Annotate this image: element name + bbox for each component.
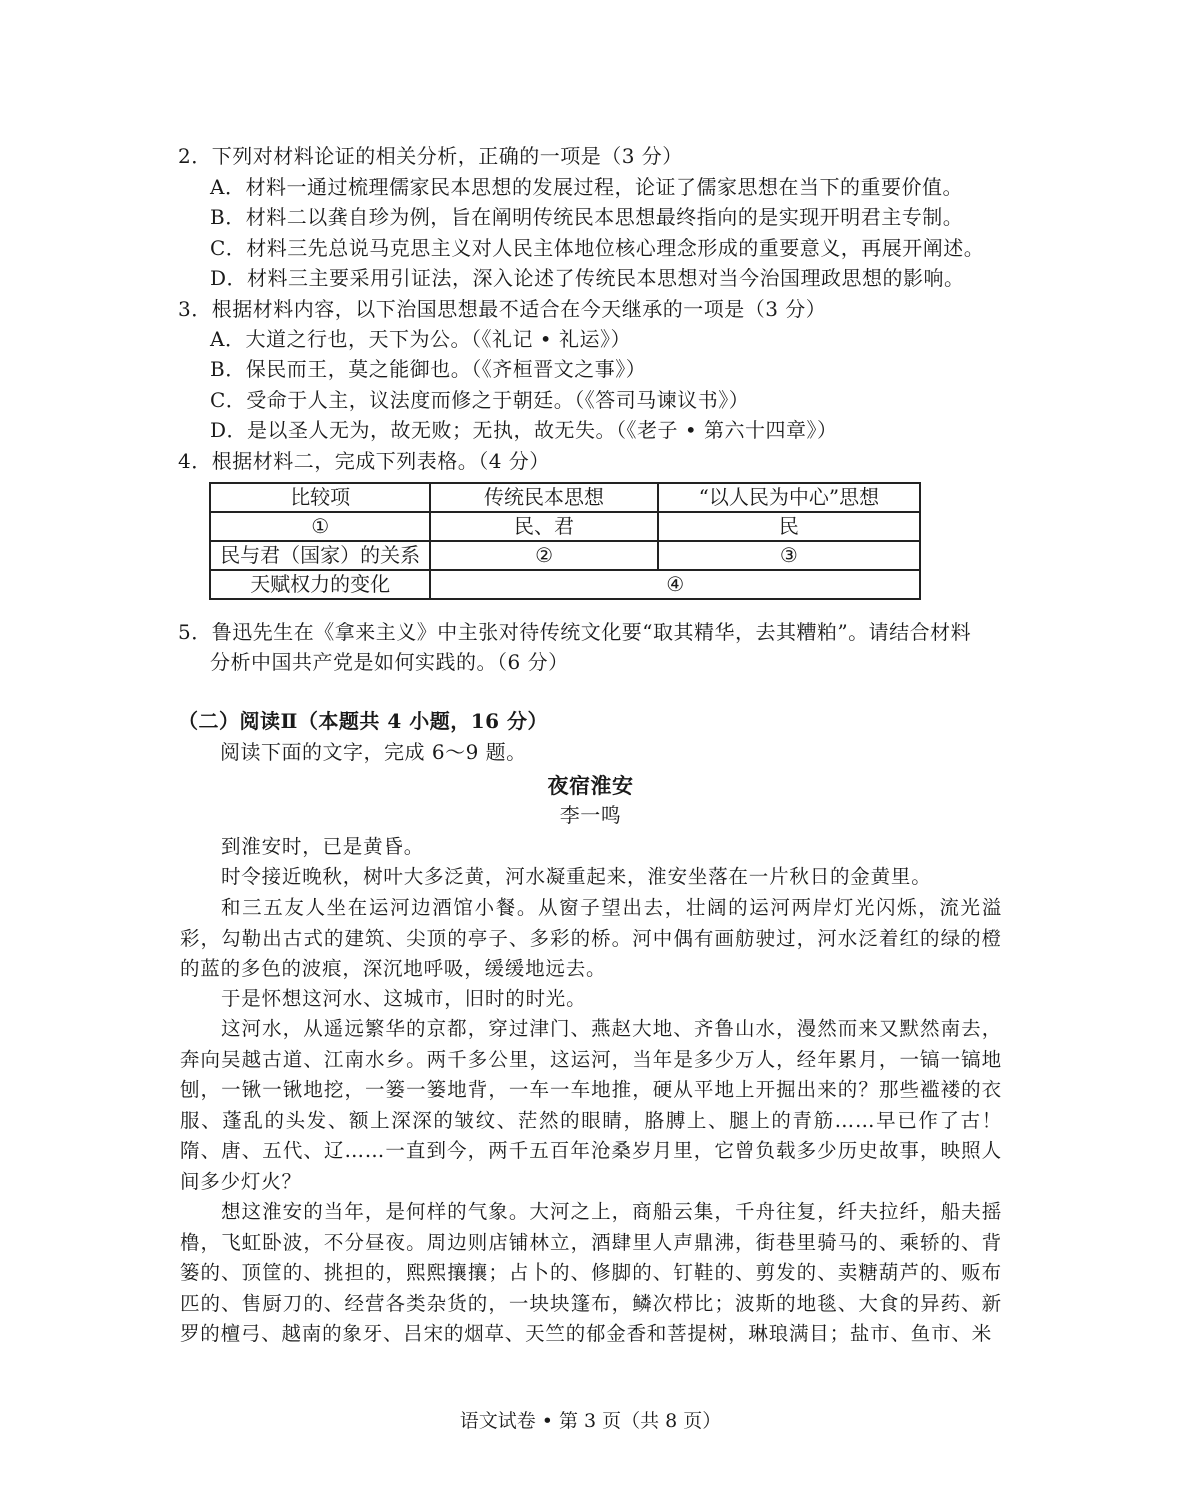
table-cell: 天赋权力的变化: [210, 570, 430, 599]
table-cell: ③: [658, 541, 920, 570]
question-2-option-c: C．材料三先总说马克思主义对人民主体地位核心理念形成的重要意义，再展开阐述。: [210, 236, 985, 260]
comparison-table: [209, 482, 921, 600]
question-5-line-1: 5．鲁迅先生在《拿来主义》中主张对待传统文化要“取其精华，去其糟粕”。请结合材料: [178, 620, 972, 644]
article-paragraph: 于是怀想这河水、这城市，旧时的时光。: [221, 987, 587, 1010]
question-2-option-a: A．材料一通过梳理儒家民本思想的发展过程，论证了儒家思想在当下的重要价值。: [210, 175, 963, 199]
question-5-line-2: 分析中国共产党是如何实践的。（6 分）: [210, 650, 569, 674]
article-paragraph: 到淮安时，已是黄昏。: [221, 835, 425, 858]
table-row: [210, 570, 920, 599]
table-cell: ②: [430, 541, 657, 570]
section-heading: （二）阅读Ⅱ（本题共 4 小题，16 分）: [178, 709, 548, 733]
question-3-option-b: B．保民而王，莫之能御也。（《齐桓晋文之事》）: [210, 357, 647, 381]
question-3-option-c: C．受命于人主，议法度而修之于朝廷。（《答司马谏议书》）: [210, 388, 750, 412]
article-paragraph: 时令接近晚秋，树叶大多泛黄，河水凝重起来，淮安坐落在一片秋日的金黄里。: [221, 865, 932, 888]
table-header-row: [210, 483, 920, 512]
table-cell: 民与君（国家）的关系: [210, 541, 430, 570]
question-2-option-b: B．材料二以龚自珍为例，旨在阐明传统民本思想最终指向的是实现开明君主专制。: [210, 205, 964, 229]
question-2-stem: 2．下列对材料论证的相关分析，正确的一项是（3 分）: [178, 144, 683, 168]
table-cell: ①: [210, 512, 430, 541]
question-3-option-a: A．大道之行也，天下为公。（《礼记 • 礼运》）: [210, 327, 631, 351]
table-cell: 民、君: [430, 512, 657, 541]
table-header-cell: “以人民为中心”思想: [658, 483, 920, 512]
question-2-option-d: D．材料三主要采用引证法，深入论述了传统民本思想对当今治国理政思想的影响。: [210, 266, 965, 290]
page-footer: 语文试卷 • 第 3 页（共 8 页）: [459, 1410, 722, 1432]
table-cell: 民: [658, 512, 920, 541]
table-header-cell: 传统民本思想: [430, 483, 657, 512]
article-author: 李一鸣: [559, 803, 622, 827]
table-row: [210, 512, 920, 541]
article-paragraph: 想这淮安的当年，是何样的气象。大河之上，商船云集，千舟往复，纤夫拉纤，船夫摇橹，飞虹卧波，不分昼夜。周边则店铺林立，酒肆里人声鼎沸，街巷里骑马的、乘轿的、背篓的、顶筐的、挑担的，熙熙攘攘；占卜的、修脚的、钉鞋的、剪发的、卖糖葫芦的、贩布匹的、售厨刀的、经营各类杂货的，一块块篷布，鳞次栉比；波斯的地毯、大食的异药、新罗的檀弓、越南的象牙、吕宋的烟草、天竺的郁金香和菩提树，琳琅满目；盐市、鱼市、米: [180, 1200, 1002, 1345]
article-paragraph: 和三五友人坐在运河边酒馆小餐。从窗子望出去，壮阔的运河两岸灯光闪烁，流光溢彩，勾勒出古式的建筑、尖顶的亭子、多彩的桥。河中偶有画舫驶过，河水泛着红的绿的橙的蓝的多色的波痕，深沉地呼吸，缓缓地远去。: [180, 896, 1002, 980]
question-4-stem: 4．根据材料二，完成下列表格。（4 分）: [178, 449, 550, 473]
question-3-option-d: D．是以圣人无为，故无败；无执，故无失。（《老子 • 第六十四章》）: [210, 418, 838, 442]
table-cell-merged: ④: [430, 570, 920, 599]
table-header-cell: 比较项: [210, 483, 430, 512]
question-3-stem: 3．根据材料内容，以下治国思想最不适合在今天继承的一项是（3 分）: [178, 297, 827, 321]
reading-instruction: 阅读下面的文字，完成 6～9 题。: [220, 740, 527, 764]
article-paragraph: 这河水，从遥远繁华的京都，穿过津门、燕赵大地、齐鲁山水，漫然而来又默然南去，奔向吴越古道、江南水乡。两千多公里，这运河，当年是多少万人，经年累月，一镐一镐地刨，一锹一锹地挖，一篓一篓地背，一车一车地推，硬从平地上开掘出来的？那些褴褛的衣服、蓬乱的头发、额上深深的皱纹、茫然的眼睛，胳膊上、腿上的青筋……早已作了古！隋、唐、五代、辽……一直到今，两千五百年沧桑岁月里，它曾负载多少历史故事，映照人间多少灯火？: [180, 1017, 1002, 1193]
article-title: 夜宿淮安: [547, 774, 634, 798]
table-row: [210, 541, 920, 570]
